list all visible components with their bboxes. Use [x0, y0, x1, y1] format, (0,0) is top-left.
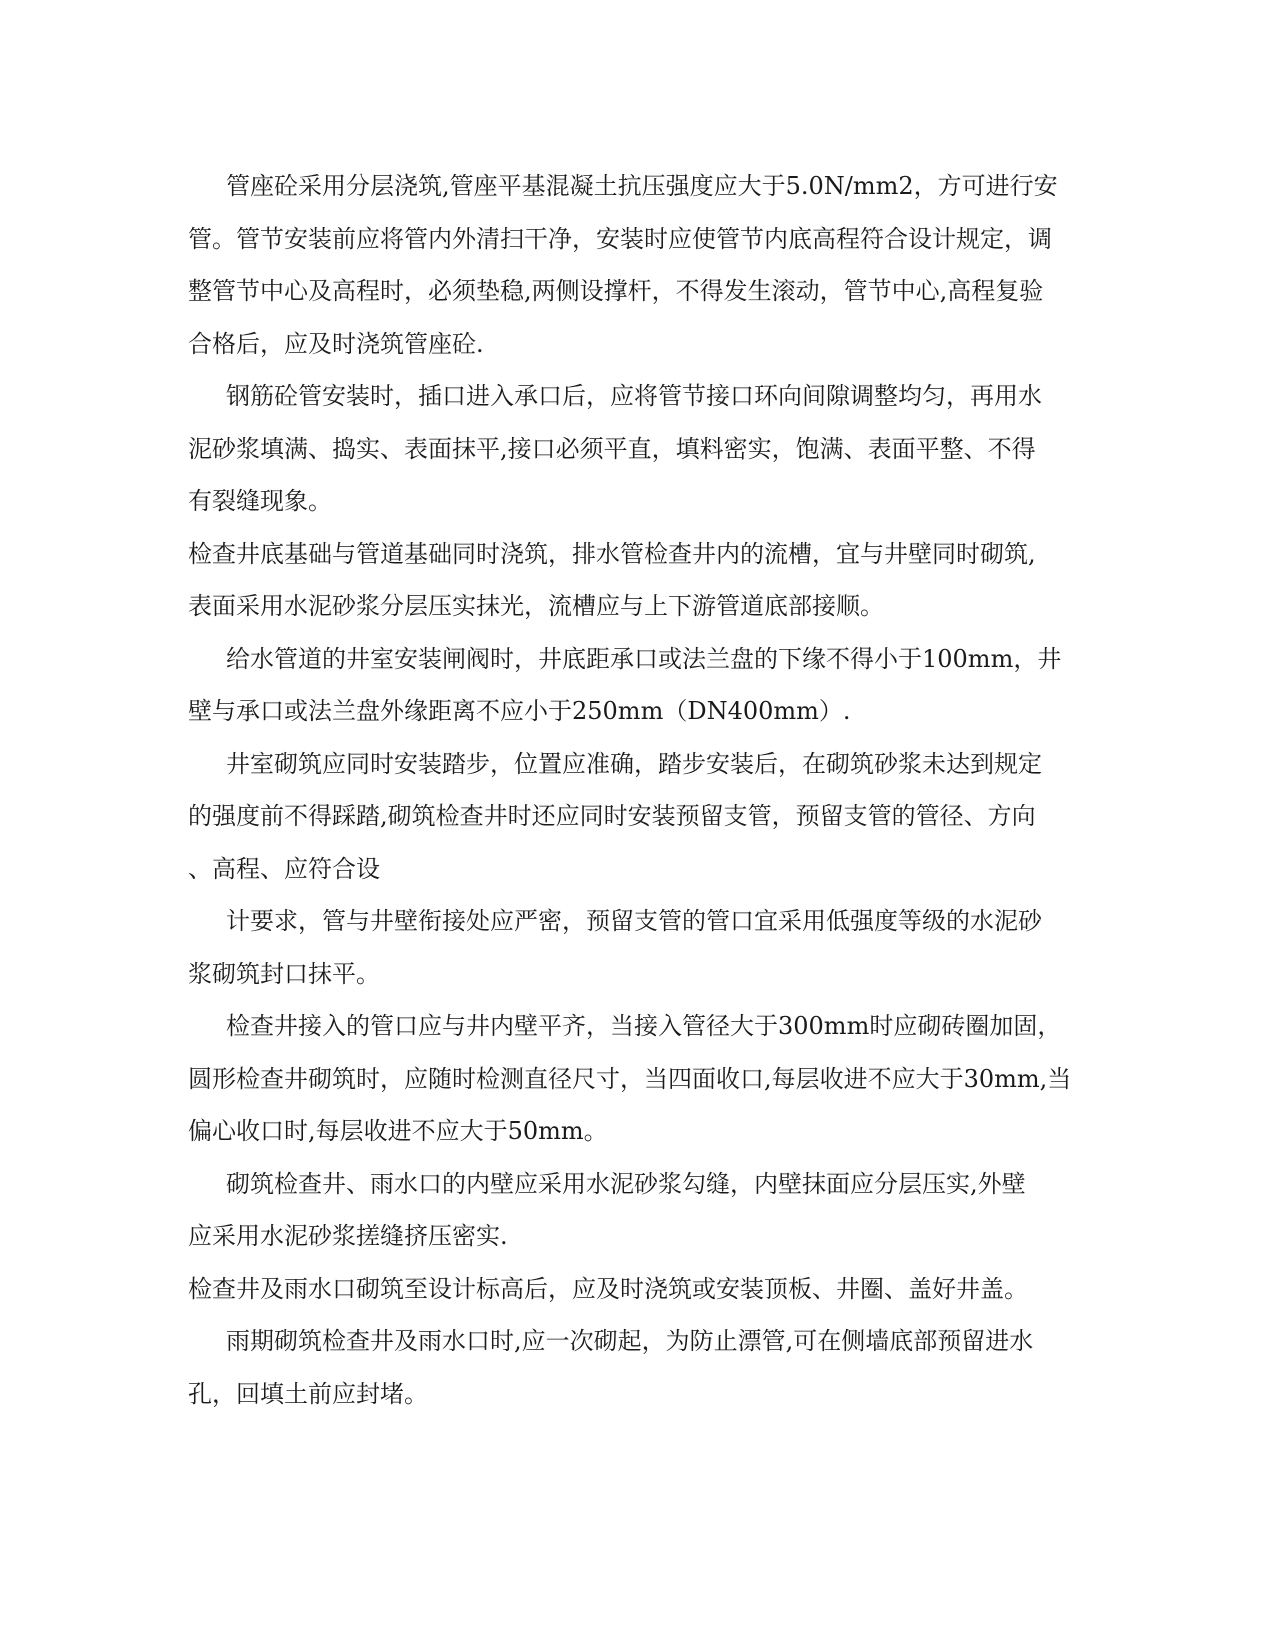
- text-line: 表面采用水泥砂浆分层压实抹光，流槽应与上下游管道底部接顺。: [188, 592, 884, 620]
- text-line: 钢筋砼管安装时，插口进入承口后，应将管节接口环向间隙调整均匀，再用水: [226, 382, 1042, 410]
- text-line: 壁与承口或法兰盘外缘距离不应小于250mm（DN400mm）.: [188, 697, 851, 725]
- text-line: 合格后，应及时浇筑管座砼.: [188, 329, 484, 358]
- text-line: 检查井及雨水口砌筑至设计标高后，应及时浇筑或安装顶板、井圈、盖好井盖。: [188, 1274, 1028, 1303]
- document-body: [188, 160, 1088, 1420]
- text-line: 有裂缝现象。: [188, 487, 332, 515]
- text-line: 整管节中心及高程时，必须垫稳,两侧设撑杆，不得发生滚动，管节中心,高程复验: [188, 277, 1044, 305]
- text-line: 检查井接入的管口应与井内壁平齐，当接入管径大于300mm时应砌砖圈加固，: [226, 1012, 1062, 1040]
- text-line: 圆形检查井砌筑时，应随时检测直径尺寸，当四面收口,每层收进不应大于30mm,当: [188, 1064, 1072, 1093]
- text-line: 计要求，管与井壁衔接处应严密，预留支管的管口宜采用低强度等级的水泥砂: [226, 907, 1042, 935]
- text-line: 泥砂浆填满、捣实、表面抹平,接口必须平直，填料密实，饱满、表面平整、不得: [188, 434, 1036, 463]
- text-line: 雨期砌筑检查井及雨水口时,应一次砌起，为防止漂管,可在侧墙底部预留进水: [226, 1327, 1034, 1355]
- text-line: 给水管道的井室安装闸阀时，井底距承口或法兰盘的下缘不得小于100mm，井: [226, 644, 1062, 673]
- text-line: 孔，回填土前应封堵。: [188, 1379, 428, 1408]
- text-line: 浆砌筑封口抹平。: [188, 959, 380, 988]
- text-line: 井室砌筑应同时安装踏步，位置应准确，踏步安装后，在砌筑砂浆未达到规定: [226, 749, 1042, 778]
- text-line: 应采用水泥砂浆搓缝挤压密实.: [188, 1222, 508, 1250]
- text-line: 管座砼采用分层浇筑,管座平基混凝土抗压强度应大于5.0N/mm2，方可进行安: [226, 172, 1058, 200]
- text-line: 砌筑检查井、雨水口的内壁应采用水泥砂浆勾缝，内壁抹面应分层压实,外壁: [226, 1169, 1026, 1198]
- text-line: 管。管节安装前应将管内外清扫干净，安装时应使管节内底高程符合设计规定，调: [188, 224, 1052, 253]
- text-line: 偏心收口时,每层收进不应大于50mm。: [188, 1117, 608, 1145]
- text-line: 、高程、应符合设: [188, 854, 380, 883]
- text-line: 检查井底基础与管道基础同时浇筑，排水管检查井内的流槽，宜与井壁同时砌筑,: [188, 539, 1036, 568]
- text-line: 的强度前不得踩踏,砌筑检查井时还应同时安装预留支管，预留支管的管径、方向: [188, 802, 1036, 830]
